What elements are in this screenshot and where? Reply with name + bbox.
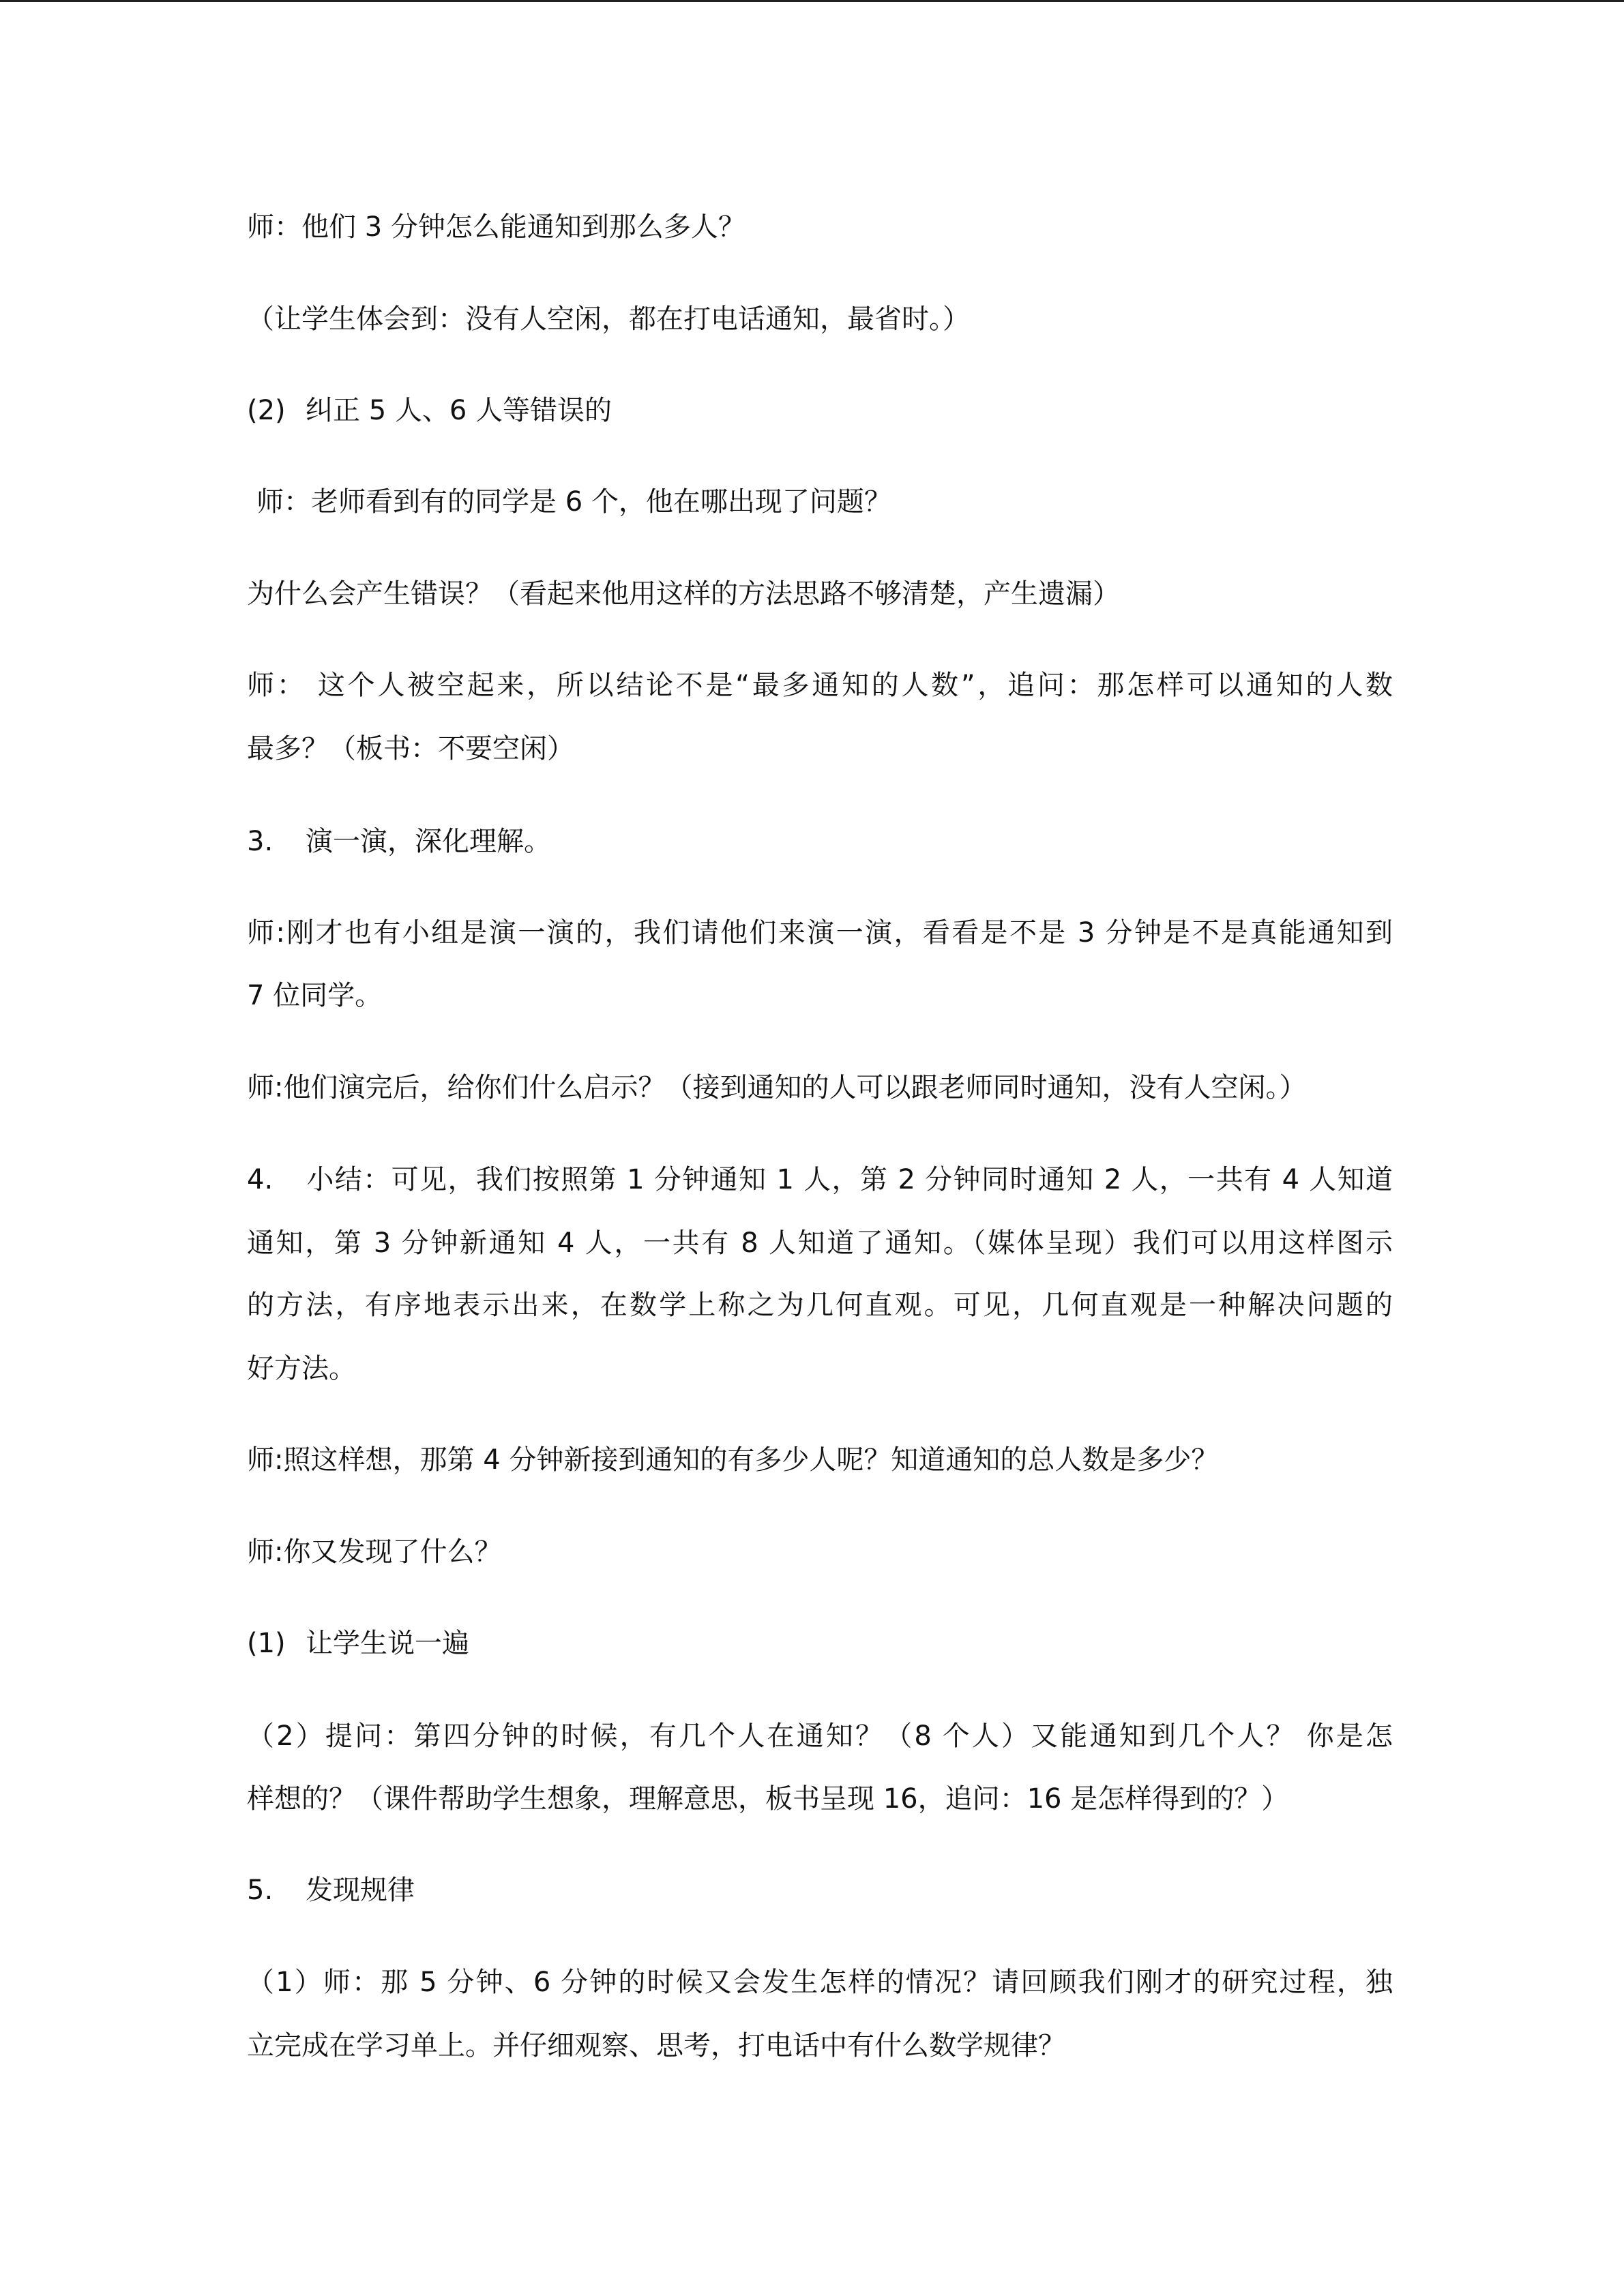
line-text: 师:照这样想，那第 4 分钟新接到通知的有多少人呢？知道通知的总人数是多少？ — [247, 1444, 1219, 1476]
paragraph-line — [247, 208, 1393, 246]
numbered-item-line — [247, 822, 1393, 861]
list-marker: 4. — [247, 1164, 274, 1195]
line-text: 演一演，深化理解。 — [306, 826, 551, 857]
paragraph-line — [247, 1441, 1393, 1479]
list-marker: (2) — [247, 395, 286, 426]
line-text: 为什么会产生错误？（看起来他用这样的方法思路不够清楚，产生遗漏） — [247, 578, 1120, 610]
list-marker: (1) — [247, 1628, 286, 1659]
line-text: 样想的？（课件帮助学生想象，理解意思，板书呈现 16，追问：16 是怎样得到的？） — [247, 1783, 1289, 1815]
paragraph-line — [247, 1224, 1393, 1262]
list-marker: 3. — [247, 826, 274, 857]
paragraph-line — [247, 1780, 1393, 1818]
line-text: 的方法，有序地表示出来，在数学上称之为几何直观。可见，几何直观是一种解决问题的 — [247, 1289, 1393, 1321]
paragraph-line — [247, 1069, 1393, 1107]
line-text: 师：老师看到有的同学是 6 个，他在哪出现了问题？ — [256, 486, 891, 518]
paragraph-line — [247, 1717, 1393, 1755]
line-text: （2）提问：第四分钟的时候，有几个人在通知？（8 个人）又能通知到几个人？ 你是怎 — [247, 1720, 1393, 1752]
line-text: （让学生体会到：没有人空闲，都在打电话通知，最省时。） — [247, 303, 970, 335]
line-text: 师:他们演完后，给你们什么启示？（接到通知的人可以跟老师同时通知，没有人空闲。） — [247, 1072, 1307, 1103]
paragraph-line — [247, 2027, 1393, 2065]
paragraph-line — [256, 483, 1402, 521]
line-text: 7 位同学。 — [247, 980, 383, 1011]
paragraph-line — [247, 1963, 1393, 2001]
numbered-item-line — [247, 1871, 1393, 1909]
line-text: 发现规律 — [306, 1875, 415, 1906]
line-text: 师:你又发现了什么？ — [247, 1536, 502, 1568]
paragraph-line — [247, 575, 1393, 613]
paragraph-line — [247, 300, 1393, 338]
line-text: 师：他们 3 分钟怎么能通知到那么多人？ — [247, 211, 745, 243]
paragraph-line — [247, 1350, 1393, 1388]
line-text: 师： 这个人被空起来，所以结论不是“最多通知的人数”，追问：那怎样可以通知的人数 — [247, 670, 1393, 701]
paragraph-line — [247, 914, 1393, 952]
paragraph-line — [247, 1533, 1393, 1571]
paragraph-line — [247, 1286, 1393, 1324]
line-text: 立完成在学习单上。并仔细观察、思考，打电话中有什么数学规律？ — [247, 2030, 1065, 2061]
line-text: （1）师：那 5 分钟、6 分钟的时候又会发生怎样的情况？请回顾我们刚才的研究过程，独 — [247, 1967, 1393, 1998]
line-text: 纠正 5 人、6 人等错误的 — [306, 395, 612, 426]
line-text: 好方法。 — [247, 1353, 356, 1384]
line-text: 最多？（板书：不要空闲） — [247, 733, 574, 764]
list-marker: 5. — [247, 1875, 274, 1906]
line-text: 师:刚才也有小组是演一演的，我们请他们来演一演，看看是不是 3 分钟是不是真能通知到 — [247, 917, 1393, 949]
line-text: 小结：可见，我们按照第 1 分钟通知 1 人，第 2 分钟同时通知 2 人，一共有 4 人知道 — [306, 1164, 1393, 1195]
numbered-item-line — [247, 391, 1393, 430]
paragraph-line — [247, 730, 1393, 768]
line-text: 让学生说一遍 — [306, 1628, 469, 1659]
line-text: 通知，第 3 分钟新通知 4 人，一共有 8 人知道了通知。（媒体呈现）我们可以用这样图示 — [247, 1227, 1393, 1259]
paragraph-line — [247, 976, 1393, 1015]
paragraph-line — [247, 666, 1393, 704]
numbered-item-line — [247, 1624, 1393, 1663]
numbered-item-line — [247, 1161, 1393, 1199]
